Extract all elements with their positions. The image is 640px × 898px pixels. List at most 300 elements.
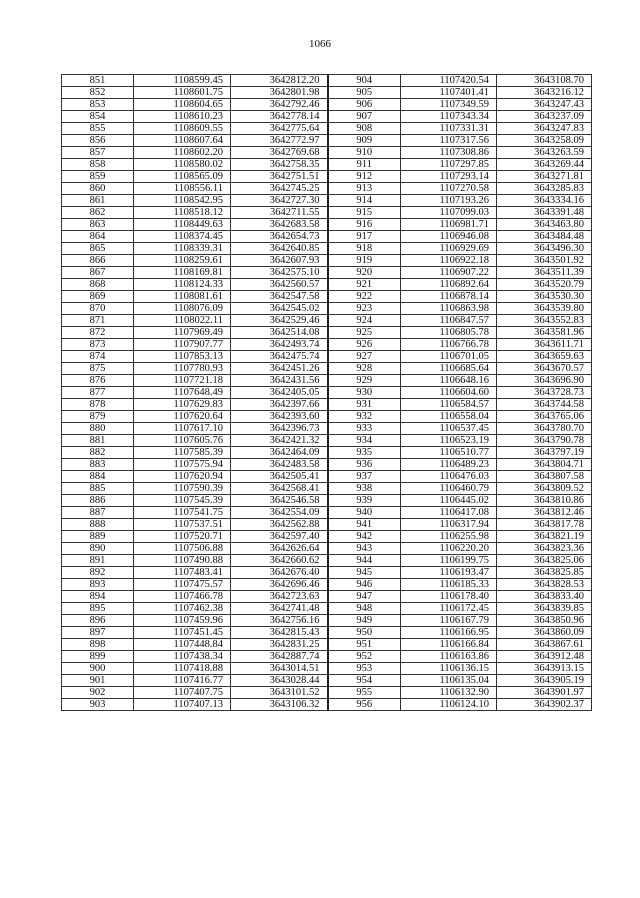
table-cell-point-number: 932	[328, 411, 401, 423]
table-cell-x-coordinate: 1107317.56	[401, 135, 497, 147]
table-cell-x-coordinate: 1108124.33	[134, 279, 231, 291]
table-row	[62, 375, 592, 387]
table-cell-y-coordinate: 3642727.30	[231, 195, 328, 207]
table-cell-x-coordinate: 1107416.77	[134, 675, 231, 687]
table-row	[62, 231, 592, 243]
table-cell-point-number: 875	[62, 363, 134, 375]
table-cell-y-coordinate: 3642769.68	[231, 147, 328, 159]
table-cell-point-number: 900	[62, 663, 134, 675]
table-cell-x-coordinate: 1107537.51	[134, 519, 231, 531]
table-cell-point-number: 944	[328, 555, 401, 567]
table-row	[62, 591, 592, 603]
table-cell-point-number: 888	[62, 519, 134, 531]
table-cell-point-number: 891	[62, 555, 134, 567]
table-cell-x-coordinate: 1106136.15	[401, 663, 497, 675]
table-cell-y-coordinate: 3643108.70	[497, 75, 592, 87]
table-cell-y-coordinate: 3643106.32	[231, 699, 328, 711]
table-cell-point-number: 909	[328, 135, 401, 147]
table-cell-point-number: 901	[62, 675, 134, 687]
table-cell-point-number: 939	[328, 495, 401, 507]
table-row	[62, 651, 592, 663]
table-cell-y-coordinate: 3642396.73	[231, 423, 328, 435]
table-cell-x-coordinate: 1106766.78	[401, 339, 497, 351]
table-cell-point-number: 899	[62, 651, 134, 663]
table-cell-y-coordinate: 3643501.92	[497, 255, 592, 267]
table-cell-y-coordinate: 3642654.73	[231, 231, 328, 243]
table-cell-y-coordinate: 3642778.14	[231, 111, 328, 123]
table-cell-y-coordinate: 3642575.10	[231, 267, 328, 279]
table-row	[62, 543, 592, 555]
table-cell-point-number: 873	[62, 339, 134, 351]
table-cell-x-coordinate: 1106584.57	[401, 399, 497, 411]
table-cell-point-number: 950	[328, 627, 401, 639]
table-cell-point-number: 892	[62, 567, 134, 579]
table-cell-x-coordinate: 1106929.69	[401, 243, 497, 255]
table-row	[62, 351, 592, 363]
table-row	[62, 675, 592, 687]
table-cell-x-coordinate: 1106417.08	[401, 507, 497, 519]
table-cell-y-coordinate: 3643828.53	[497, 579, 592, 591]
table-cell-y-coordinate: 3642568.41	[231, 483, 328, 495]
table-cell-y-coordinate: 3643810.86	[497, 495, 592, 507]
table-cell-point-number: 920	[328, 267, 401, 279]
table-cell-x-coordinate: 1108076.09	[134, 303, 231, 315]
table-cell-x-coordinate: 1106445.02	[401, 495, 497, 507]
table-row	[62, 171, 592, 183]
table-cell-x-coordinate: 1107629.83	[134, 399, 231, 411]
table-cell-point-number: 852	[62, 87, 134, 99]
table-cell-x-coordinate: 1108610.23	[134, 111, 231, 123]
table-cell-y-coordinate: 3643825.85	[497, 567, 592, 579]
table-cell-x-coordinate: 1107620.64	[134, 411, 231, 423]
table-cell-x-coordinate: 1106132.90	[401, 687, 497, 699]
table-cell-point-number: 907	[328, 111, 401, 123]
table-cell-point-number: 904	[328, 75, 401, 87]
table-cell-y-coordinate: 3643581.96	[497, 327, 592, 339]
table-row	[62, 291, 592, 303]
table-cell-y-coordinate: 3643696.90	[497, 375, 592, 387]
table-cell-y-coordinate: 3642393.60	[231, 411, 328, 423]
table-row	[62, 699, 592, 711]
table-cell-x-coordinate: 1106124.10	[401, 699, 497, 711]
table-cell-x-coordinate: 1106558.04	[401, 411, 497, 423]
table-cell-x-coordinate: 1106946.08	[401, 231, 497, 243]
table-cell-y-coordinate: 3643496.30	[497, 243, 592, 255]
table-cell-point-number: 943	[328, 543, 401, 555]
table-cell-point-number: 858	[62, 159, 134, 171]
table-cell-x-coordinate: 1107575.94	[134, 459, 231, 471]
table-row	[62, 531, 592, 543]
table-cell-point-number: 895	[62, 603, 134, 615]
table-cell-point-number: 898	[62, 639, 134, 651]
table-cell-point-number: 862	[62, 207, 134, 219]
table-row	[62, 99, 592, 111]
table-cell-y-coordinate: 3643101.52	[231, 687, 328, 699]
coordinate-table	[61, 74, 592, 711]
table-cell-x-coordinate: 1106185.33	[401, 579, 497, 591]
table-cell-x-coordinate: 1108518.12	[134, 207, 231, 219]
table-row	[62, 243, 592, 255]
table-cell-y-coordinate: 3643258.09	[497, 135, 592, 147]
table-cell-x-coordinate: 1107451.45	[134, 627, 231, 639]
table-cell-y-coordinate: 3643833.40	[497, 591, 592, 603]
table-cell-point-number: 913	[328, 183, 401, 195]
table-cell-point-number: 938	[328, 483, 401, 495]
table-cell-x-coordinate: 1108022.11	[134, 315, 231, 327]
table-cell-y-coordinate: 3643463.80	[497, 219, 592, 231]
table-cell-y-coordinate: 3642483.58	[231, 459, 328, 471]
table-row	[62, 75, 592, 87]
table-cell-point-number: 935	[328, 447, 401, 459]
table-cell-point-number: 856	[62, 135, 134, 147]
table-cell-point-number: 931	[328, 399, 401, 411]
table-row	[62, 627, 592, 639]
table-cell-point-number: 953	[328, 663, 401, 675]
table-cell-point-number: 861	[62, 195, 134, 207]
table-cell-x-coordinate: 1107297.85	[401, 159, 497, 171]
table-row	[62, 435, 592, 447]
table-row	[62, 255, 592, 267]
table-cell-x-coordinate: 1107590.39	[134, 483, 231, 495]
table-cell-x-coordinate: 1106135.04	[401, 675, 497, 687]
table-cell-point-number: 906	[328, 99, 401, 111]
table-cell-y-coordinate: 3643285.83	[497, 183, 592, 195]
table-cell-point-number: 886	[62, 495, 134, 507]
table-cell-y-coordinate: 3642792.46	[231, 99, 328, 111]
table-cell-point-number: 926	[328, 339, 401, 351]
table-cell-x-coordinate: 1108580.02	[134, 159, 231, 171]
table-cell-x-coordinate: 1107585.39	[134, 447, 231, 459]
table-cell-y-coordinate: 3643539.80	[497, 303, 592, 315]
table-cell-y-coordinate: 3642758.35	[231, 159, 328, 171]
table-cell-y-coordinate: 3643804.71	[497, 459, 592, 471]
table-cell-y-coordinate: 3642529.46	[231, 315, 328, 327]
table-cell-x-coordinate: 1106317.94	[401, 519, 497, 531]
table-row	[62, 471, 592, 483]
table-cell-point-number: 912	[328, 171, 401, 183]
table-row	[62, 615, 592, 627]
table-cell-y-coordinate: 3643817.78	[497, 519, 592, 531]
table-cell-x-coordinate: 1106460.79	[401, 483, 497, 495]
table-cell-y-coordinate: 3642751.51	[231, 171, 328, 183]
table-cell-x-coordinate: 1107407.13	[134, 699, 231, 711]
table-cell-point-number: 903	[62, 699, 134, 711]
table-cell-point-number: 854	[62, 111, 134, 123]
table-cell-point-number: 927	[328, 351, 401, 363]
table-cell-y-coordinate: 3643790.78	[497, 435, 592, 447]
table-cell-x-coordinate: 1107506.88	[134, 543, 231, 555]
table-cell-x-coordinate: 1107605.76	[134, 435, 231, 447]
table-row	[62, 123, 592, 135]
table-cell-y-coordinate: 3643807.58	[497, 471, 592, 483]
table-cell-point-number: 956	[328, 699, 401, 711]
table-cell-x-coordinate: 1107420.54	[401, 75, 497, 87]
table-cell-x-coordinate: 1108374.45	[134, 231, 231, 243]
table-cell-x-coordinate: 1108565.09	[134, 171, 231, 183]
table-cell-x-coordinate: 1106220.20	[401, 543, 497, 555]
table-cell-y-coordinate: 3643867.61	[497, 639, 592, 651]
table-row	[62, 399, 592, 411]
table-row	[62, 135, 592, 147]
table-cell-x-coordinate: 1106523.19	[401, 435, 497, 447]
table-cell-y-coordinate: 3642711.55	[231, 207, 328, 219]
table-row	[62, 207, 592, 219]
table-cell-y-coordinate: 3643269.44	[497, 159, 592, 171]
table-cell-x-coordinate: 1107099.03	[401, 207, 497, 219]
table-cell-y-coordinate: 3643901.97	[497, 687, 592, 699]
table-cell-x-coordinate: 1107401.41	[401, 87, 497, 99]
table-row	[62, 195, 592, 207]
table-cell-x-coordinate: 1106255.98	[401, 531, 497, 543]
table-cell-y-coordinate: 3643905.19	[497, 675, 592, 687]
table-row	[62, 327, 592, 339]
table-cell-x-coordinate: 1106878.14	[401, 291, 497, 303]
table-cell-y-coordinate: 3643809.52	[497, 483, 592, 495]
table-row	[62, 579, 592, 591]
table-cell-y-coordinate: 3642772.97	[231, 135, 328, 147]
table-cell-x-coordinate: 1108449.63	[134, 219, 231, 231]
table-cell-y-coordinate: 3643334.16	[497, 195, 592, 207]
table-cell-point-number: 866	[62, 255, 134, 267]
table-cell-point-number: 889	[62, 531, 134, 543]
table-cell-x-coordinate: 1106166.95	[401, 627, 497, 639]
table-cell-point-number: 911	[328, 159, 401, 171]
table-cell-point-number: 941	[328, 519, 401, 531]
table-cell-y-coordinate: 3643821.19	[497, 531, 592, 543]
table-cell-point-number: 902	[62, 687, 134, 699]
table-cell-point-number: 874	[62, 351, 134, 363]
table-row	[62, 459, 592, 471]
table-cell-y-coordinate: 3643825.06	[497, 555, 592, 567]
table-cell-point-number: 928	[328, 363, 401, 375]
table-cell-y-coordinate: 3642560.57	[231, 279, 328, 291]
table-cell-point-number: 855	[62, 123, 134, 135]
table-cell-x-coordinate: 1108081.61	[134, 291, 231, 303]
table-cell-y-coordinate: 3642801.98	[231, 87, 328, 99]
table-cell-x-coordinate: 1107193.26	[401, 195, 497, 207]
table-cell-point-number: 868	[62, 279, 134, 291]
table-cell-y-coordinate: 3642676.40	[231, 567, 328, 579]
table-cell-y-coordinate: 3643912.48	[497, 651, 592, 663]
table-cell-point-number: 881	[62, 435, 134, 447]
table-cell-point-number: 948	[328, 603, 401, 615]
table-cell-point-number: 880	[62, 423, 134, 435]
table-cell-x-coordinate: 1107541.75	[134, 507, 231, 519]
table-cell-y-coordinate: 3643484.48	[497, 231, 592, 243]
table-cell-x-coordinate: 1106907.22	[401, 267, 497, 279]
table-cell-x-coordinate: 1107462.38	[134, 603, 231, 615]
table-cell-y-coordinate: 3643552.83	[497, 315, 592, 327]
table-cell-x-coordinate: 1108599.45	[134, 75, 231, 87]
table-cell-y-coordinate: 3642597.40	[231, 531, 328, 543]
table-row	[62, 555, 592, 567]
table-cell-x-coordinate: 1107483.41	[134, 567, 231, 579]
table-cell-y-coordinate: 3642431.56	[231, 375, 328, 387]
table-cell-x-coordinate: 1107780.93	[134, 363, 231, 375]
page-number: 1066	[309, 38, 331, 50]
table-cell-point-number: 859	[62, 171, 134, 183]
table-cell-x-coordinate: 1106981.71	[401, 219, 497, 231]
table-cell-y-coordinate: 3643860.09	[497, 627, 592, 639]
table-row	[62, 387, 592, 399]
table-cell-x-coordinate: 1106805.78	[401, 327, 497, 339]
table-cell-point-number: 954	[328, 675, 401, 687]
table-cell-x-coordinate: 1107270.58	[401, 183, 497, 195]
table-cell-y-coordinate: 3643520.79	[497, 279, 592, 291]
table-cell-y-coordinate: 3642640.85	[231, 243, 328, 255]
table-cell-point-number: 910	[328, 147, 401, 159]
table-cell-y-coordinate: 3643902.37	[497, 699, 592, 711]
table-cell-x-coordinate: 1106892.64	[401, 279, 497, 291]
table-cell-point-number: 864	[62, 231, 134, 243]
table-cell-point-number: 882	[62, 447, 134, 459]
table-cell-x-coordinate: 1107620.94	[134, 471, 231, 483]
table-cell-y-coordinate: 3643511.39	[497, 267, 592, 279]
table-cell-y-coordinate: 3643850.96	[497, 615, 592, 627]
table-cell-x-coordinate: 1106685.64	[401, 363, 497, 375]
table-cell-y-coordinate: 3642505.41	[231, 471, 328, 483]
table-row	[62, 147, 592, 159]
table-cell-y-coordinate: 3643391.48	[497, 207, 592, 219]
table-cell-point-number: 918	[328, 243, 401, 255]
table-cell-y-coordinate: 3642464.09	[231, 447, 328, 459]
table-cell-y-coordinate: 3643670.57	[497, 363, 592, 375]
table-cell-y-coordinate: 3643611.71	[497, 339, 592, 351]
table-row	[62, 603, 592, 615]
table-cell-point-number: 929	[328, 375, 401, 387]
table-cell-x-coordinate: 1107648.49	[134, 387, 231, 399]
table-cell-point-number: 947	[328, 591, 401, 603]
table-cell-x-coordinate: 1108604.65	[134, 99, 231, 111]
table-cell-x-coordinate: 1106489.23	[401, 459, 497, 471]
table-cell-y-coordinate: 3642475.74	[231, 351, 328, 363]
table-cell-point-number: 937	[328, 471, 401, 483]
table-cell-x-coordinate: 1106172.45	[401, 603, 497, 615]
table-cell-point-number: 853	[62, 99, 134, 111]
table-cell-point-number: 876	[62, 375, 134, 387]
table-cell-x-coordinate: 1107490.88	[134, 555, 231, 567]
table-cell-x-coordinate: 1106510.77	[401, 447, 497, 459]
table-cell-point-number: 897	[62, 627, 134, 639]
table-row	[62, 315, 592, 327]
table-cell-point-number: 942	[328, 531, 401, 543]
table-row	[62, 495, 592, 507]
table-row	[62, 663, 592, 675]
table-cell-y-coordinate: 3642493.74	[231, 339, 328, 351]
table-cell-x-coordinate: 1108542.95	[134, 195, 231, 207]
table-cell-point-number: 863	[62, 219, 134, 231]
table-cell-x-coordinate: 1108556.11	[134, 183, 231, 195]
table-row	[62, 519, 592, 531]
table-cell-point-number: 922	[328, 291, 401, 303]
table-cell-x-coordinate: 1106178.40	[401, 591, 497, 603]
table-cell-point-number: 917	[328, 231, 401, 243]
table-cell-point-number: 887	[62, 507, 134, 519]
coordinate-table-body	[62, 75, 592, 711]
table-row	[62, 219, 592, 231]
table-cell-point-number: 930	[328, 387, 401, 399]
table-cell-x-coordinate: 1106163.86	[401, 651, 497, 663]
table-cell-point-number: 883	[62, 459, 134, 471]
table-cell-x-coordinate: 1108607.64	[134, 135, 231, 147]
table-cell-point-number: 884	[62, 471, 134, 483]
table-cell-y-coordinate: 3642745.25	[231, 183, 328, 195]
table-cell-point-number: 893	[62, 579, 134, 591]
table-cell-y-coordinate: 3643237.09	[497, 111, 592, 123]
table-cell-point-number: 869	[62, 291, 134, 303]
table-cell-y-coordinate: 3642812.20	[231, 75, 328, 87]
table-cell-y-coordinate: 3643014.51	[231, 663, 328, 675]
table-row	[62, 303, 592, 315]
table-cell-y-coordinate: 3642775.64	[231, 123, 328, 135]
table-cell-point-number: 955	[328, 687, 401, 699]
table-row	[62, 411, 592, 423]
table-cell-x-coordinate: 1106922.18	[401, 255, 497, 267]
table-cell-y-coordinate: 3642683.58	[231, 219, 328, 231]
table-row	[62, 111, 592, 123]
table-cell-y-coordinate: 3643913.15	[497, 663, 592, 675]
table-cell-y-coordinate: 3642723.63	[231, 591, 328, 603]
table-cell-y-coordinate: 3642887.74	[231, 651, 328, 663]
table-cell-point-number: 896	[62, 615, 134, 627]
table-cell-y-coordinate: 3642554.09	[231, 507, 328, 519]
table-cell-y-coordinate: 3643839.85	[497, 603, 592, 615]
table-cell-x-coordinate: 1107969.49	[134, 327, 231, 339]
table-cell-point-number: 865	[62, 243, 134, 255]
table-cell-x-coordinate: 1107448.84	[134, 639, 231, 651]
table-cell-x-coordinate: 1106476.03	[401, 471, 497, 483]
table-cell-y-coordinate: 3642626.64	[231, 543, 328, 555]
table-cell-y-coordinate: 3643823.36	[497, 543, 592, 555]
table-cell-point-number: 877	[62, 387, 134, 399]
table-cell-point-number: 905	[328, 87, 401, 99]
table-row	[62, 483, 592, 495]
table-cell-point-number: 879	[62, 411, 134, 423]
table-cell-x-coordinate: 1107617.10	[134, 423, 231, 435]
table-cell-point-number: 860	[62, 183, 134, 195]
table-cell-x-coordinate: 1107438.34	[134, 651, 231, 663]
table-cell-y-coordinate: 3643271.81	[497, 171, 592, 183]
table-cell-x-coordinate: 1107343.34	[401, 111, 497, 123]
table-cell-point-number: 885	[62, 483, 134, 495]
table-row	[62, 267, 592, 279]
table-cell-y-coordinate: 3642546.58	[231, 495, 328, 507]
table-cell-y-coordinate: 3642562.88	[231, 519, 328, 531]
table-cell-y-coordinate: 3642545.02	[231, 303, 328, 315]
table-cell-point-number: 872	[62, 327, 134, 339]
table-row	[62, 423, 592, 435]
table-cell-x-coordinate: 1108169.81	[134, 267, 231, 279]
table-cell-x-coordinate: 1106604.60	[401, 387, 497, 399]
table-cell-y-coordinate: 3642514.08	[231, 327, 328, 339]
table-cell-point-number: 946	[328, 579, 401, 591]
table-cell-y-coordinate: 3642405.05	[231, 387, 328, 399]
table-cell-x-coordinate: 1107853.13	[134, 351, 231, 363]
table-cell-y-coordinate: 3643797.19	[497, 447, 592, 459]
table-cell-point-number: 925	[328, 327, 401, 339]
table-cell-x-coordinate: 1108609.55	[134, 123, 231, 135]
table-cell-x-coordinate: 1107418.88	[134, 663, 231, 675]
table-cell-x-coordinate: 1107721.18	[134, 375, 231, 387]
table-cell-y-coordinate: 3642815.43	[231, 627, 328, 639]
table-cell-point-number: 940	[328, 507, 401, 519]
table-row	[62, 159, 592, 171]
table-cell-x-coordinate: 1107407.75	[134, 687, 231, 699]
table-cell-y-coordinate: 3643247.43	[497, 99, 592, 111]
table-cell-y-coordinate: 3643812.46	[497, 507, 592, 519]
table-row	[62, 507, 592, 519]
table-cell-point-number: 951	[328, 639, 401, 651]
